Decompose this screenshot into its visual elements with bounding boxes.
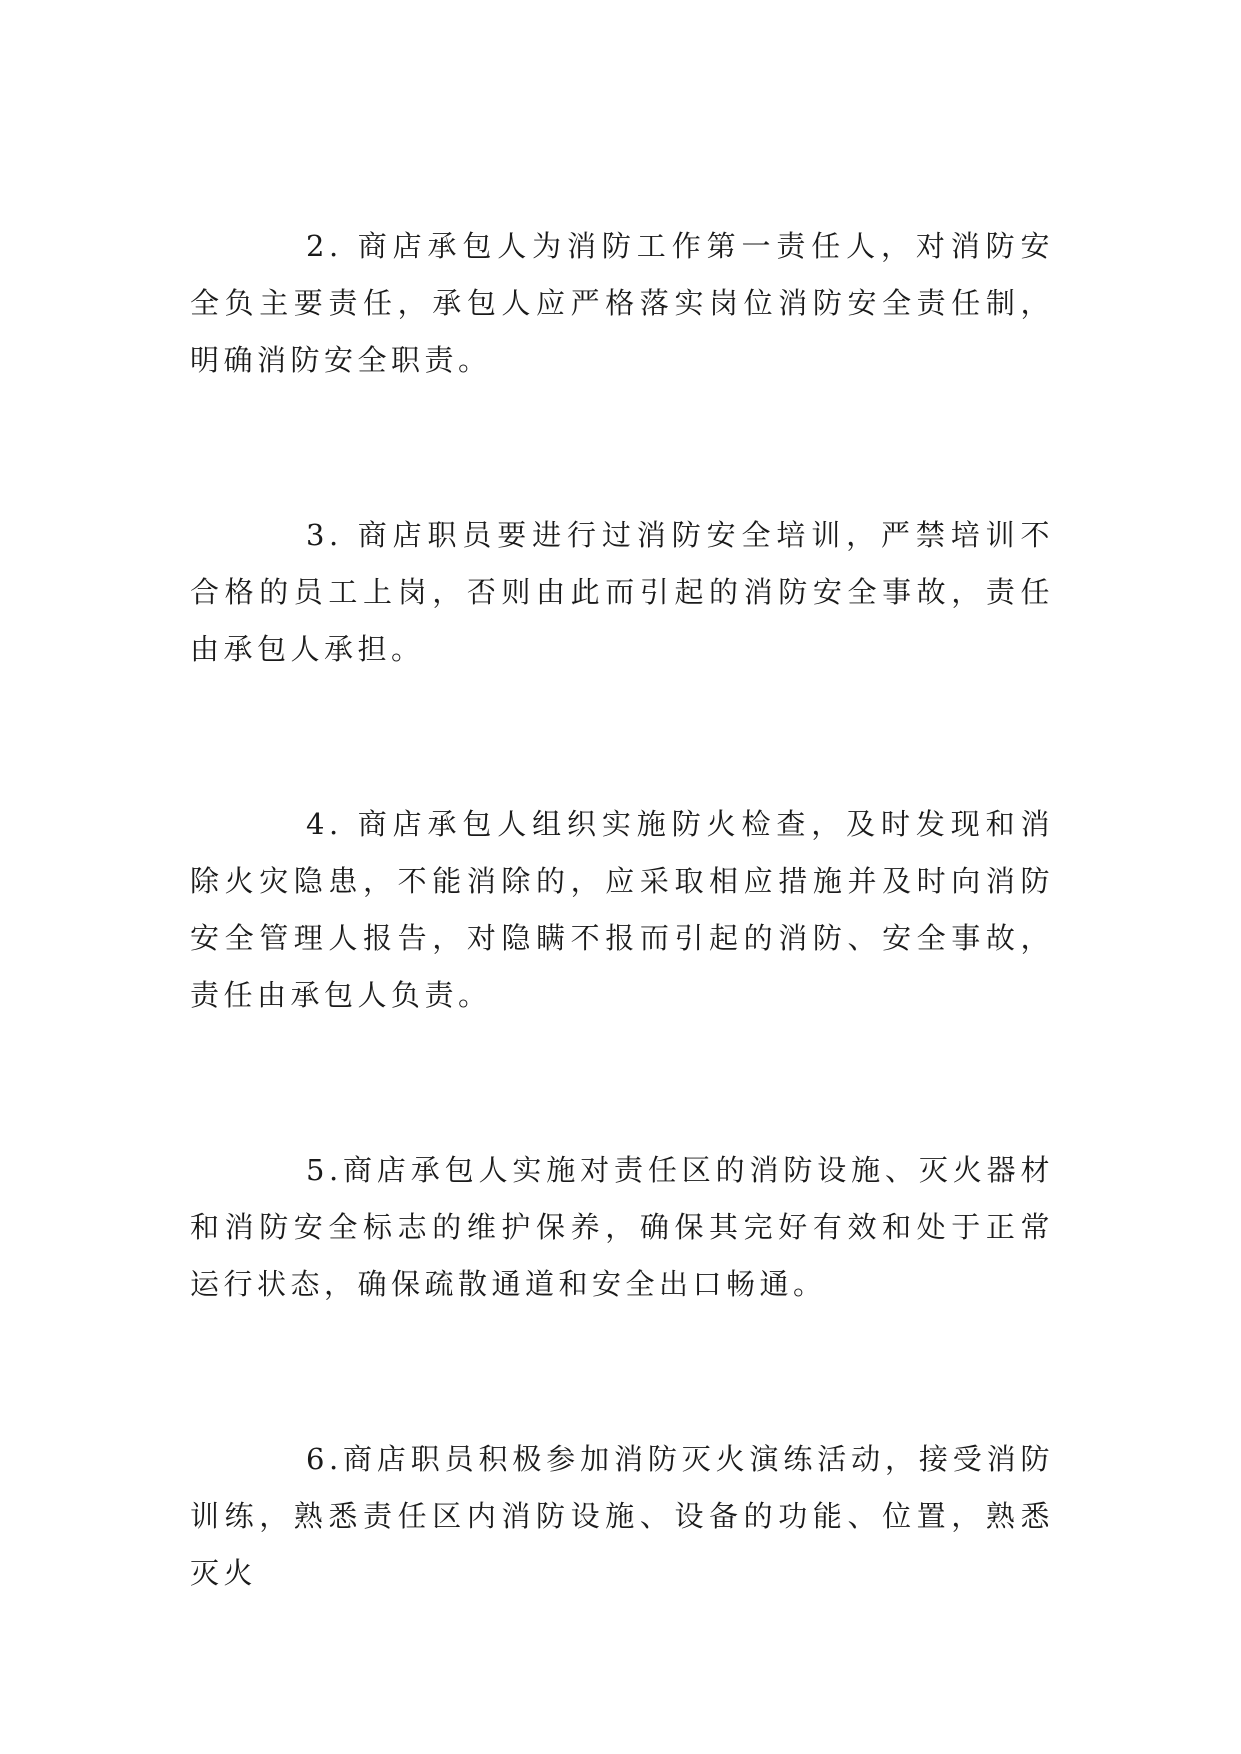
paragraph-item-4: 4. 商店承包人组织实施防火检查，及时发现和消除火灾隐患，不能消除的，应采取相应措施并及时向消防安全管理人报告，对隐瞒不报而引起的消防、安全事故，责任由承包人负责。 [190,807,1054,1012]
paragraph-item-6: 6.商店职员积极参加消防灭火演练活动，接受消防训练，熟悉责任区内消防设施、设备的功能、位置，熟悉灭火 [190,1442,1054,1590]
paragraph-item-2: 2. 商店承包人为消防工作第一责任人，对消防安全负主要责任，承包人应严格落实岗位消防安全责任制，明确消防安全职责。 [190,229,1054,377]
paragraph-item-5: 5.商店承包人实施对责任区的消防设施、灭火器材和消防安全标志的维护保养，确保其完好有效和处于正常运行状态，确保疏散通道和安全出口畅通。 [190,1153,1054,1301]
paragraph-item-3: 3. 商店职员要进行过消防安全培训，严禁培训不合格的员工上岗，否则由此而引起的消防安全事故，责任由承包人承担。 [190,518,1054,666]
